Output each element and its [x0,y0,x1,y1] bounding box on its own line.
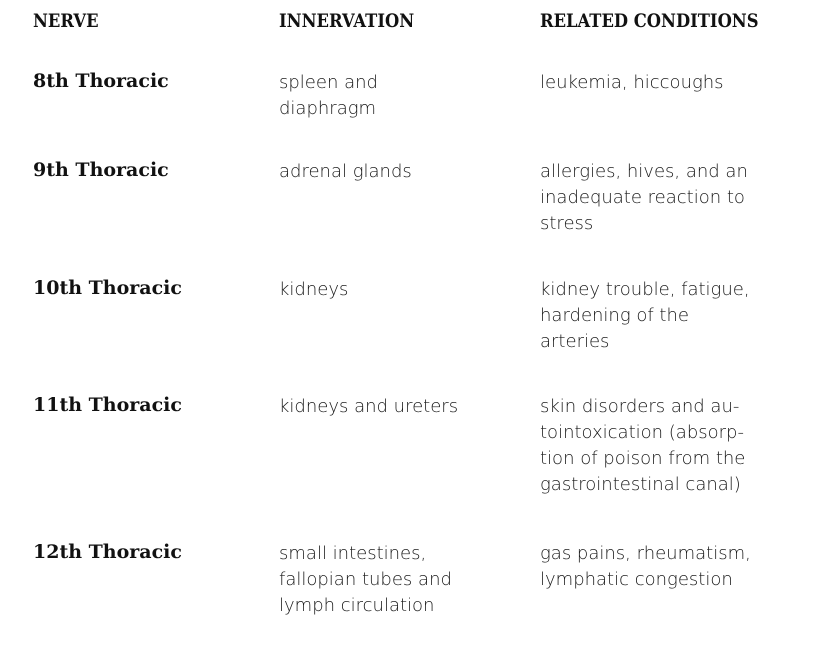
nerve-name: 10th Thoracic [33,277,182,299]
conditions-cell: skin disorders and au- tointoxication (absorp- tion of poison from the gastrointestinal canal) [540,396,746,495]
conditions-cell: kidney trouble, fatigue, hardening of the arteries [540,279,750,352]
conditions-cell: allergies, hives, and an inadequate reaction to stress [540,161,748,234]
innervation-cell: kidneys and ureters [279,396,459,417]
nerve-name: 12th Thoracic [33,541,182,563]
conditions-cell: gas pains, rheumatism, lymphatic congestion [540,543,751,590]
nerve-name: 8th Thoracic [33,70,169,92]
nerve-name: 11th Thoracic [33,394,182,416]
innervation-cell: spleen and diaphragm [279,72,378,119]
nerve-name: 9th Thoracic [33,159,169,181]
header-nerve: NERVE [33,10,99,32]
header-innervation: INNERVATION [279,10,415,32]
innervation-cell: small intestines, fallopian tubes and lymph circulation [279,543,452,616]
innervation-cell: kidneys [279,279,349,300]
conditions-cell: leukemia, hiccoughs [540,72,724,93]
innervation-cell: adrenal glands [279,161,412,182]
header-related-conditions: RELATED CONDITIONS [540,10,759,32]
